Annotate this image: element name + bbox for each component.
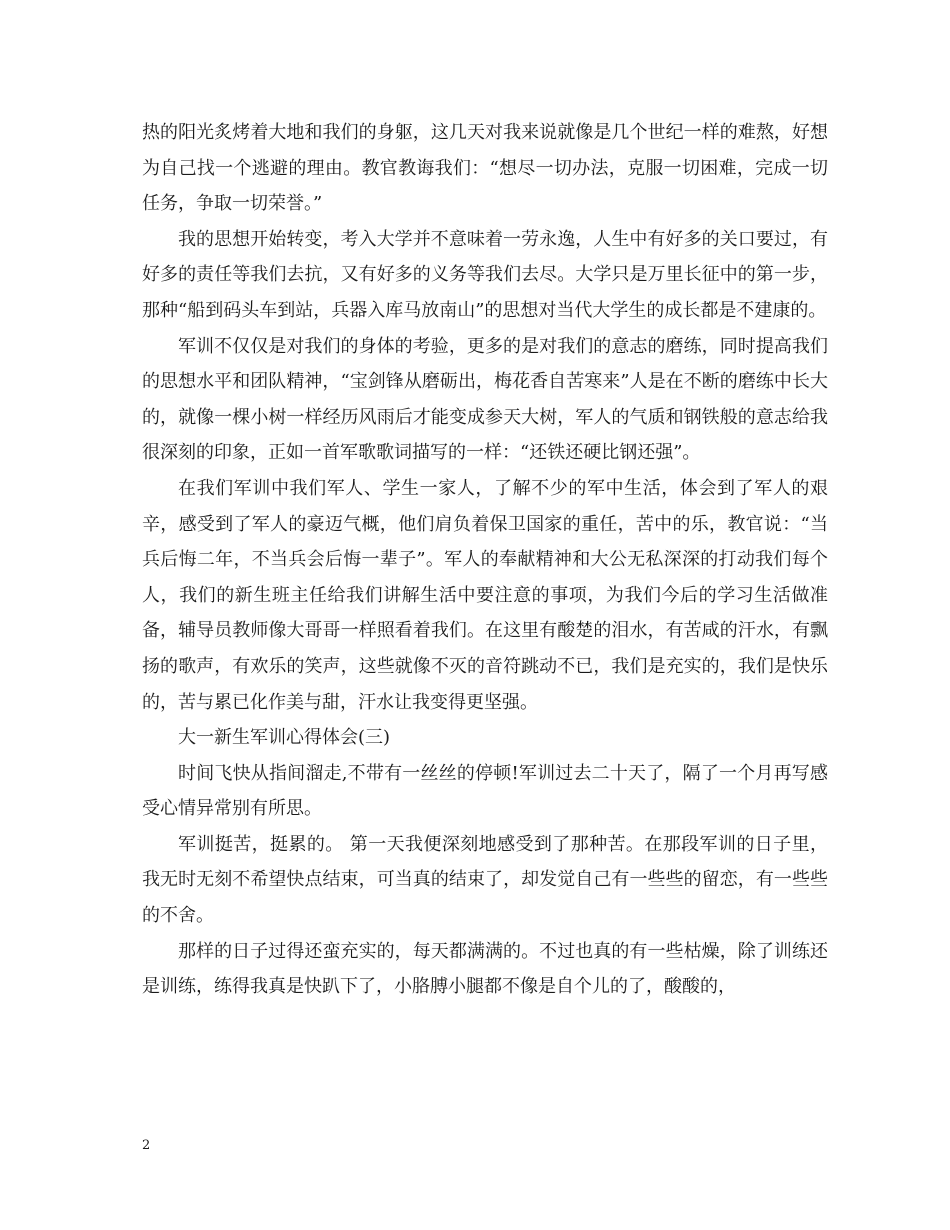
section-heading: 大一新生军训心得体会(三)	[178, 727, 391, 749]
paragraph: 军训不仅仅是对我们的身体的考验，更多的是对我们的意志的磨练，同时提高我们的思想水平和团队精神，“宝剑锋从磨砺出，梅花香自苦寒来”人是在不断的磨练中长大的，就像一棵小树一样经历风雨后才能变成参天大树，军人的气质和钢铁般的意志给我很深刻的印象，正如一首军歌歌词描写的一样：“还铁还硬比钢还强”。	[142, 335, 828, 464]
paragraph: 我的思想开始转变，考入大学并不意味着一劳永逸，人生中有好多的关口要过，有好多的责任等我们去抗，又有好多的义务等我们去尽。大学只是万里长征中的第一步，那种“船到码头车到站，兵器入库马放南山”的思想对当代大学生的成长都是不建康的。	[142, 228, 828, 321]
paragraph: 时间飞快从指间溜走,不带有一丝丝的停顿!军训过去二十天了，隔了一个月再写感受心情异常别有所思。	[142, 762, 828, 820]
page-number: 2	[142, 1138, 151, 1153]
paragraph: 军训挺苦，挺累的。 第一天我便深刻地感受到了那种苦。在那段军训的日子里，我无时无刻不希望快点结束，可当真的结束了，却发觉自己有一些些的留恋，有一些些的不舍。	[142, 833, 828, 927]
paragraph: 那样的日子过得还蛮充实的，每天都满满的。不过也真的有一些枯燥，除了训练还是训练，练得我真是快趴下了，小胳膊小腿都不像是自个儿的了，酸酸的，	[142, 940, 828, 998]
paragraph: 热的阳光炙烤着大地和我们的身躯，这几天对我来说就像是几个世纪一样的难熬，好想为自己找一个逃避的理由。教官教诲我们：“想尽一切办法，克服一切困难，完成一切任务，争取一切荣誉。”	[142, 122, 828, 215]
document-body	[142, 115, 828, 1005]
paragraph: 在我们军训中我们军人、学生一家人，了解不少的军中生活，体会到了军人的艰辛，感受到了军人的豪迈气概，他们肩负着保卫国家的重任，苦中的乐，教官说：“当兵后悔二年，不当兵会后悔一辈子”。军人的奉献精神和大公无私深深的打动我们每个人，我们的新生班主任给我们讲解生活中要注意的事项，为我们今后的学习生活做准备，辅导员教师像大哥哥一样照看着我们。在这里有酸楚的泪水，有苦咸的汗水，有飘扬的歌声，有欢乐的笑声，这些就像不灭的音符跳动不已，我们是充实的，我们是快乐的，苦与累已化作美与甜，汗水让我变得更坚强。	[142, 477, 828, 713]
